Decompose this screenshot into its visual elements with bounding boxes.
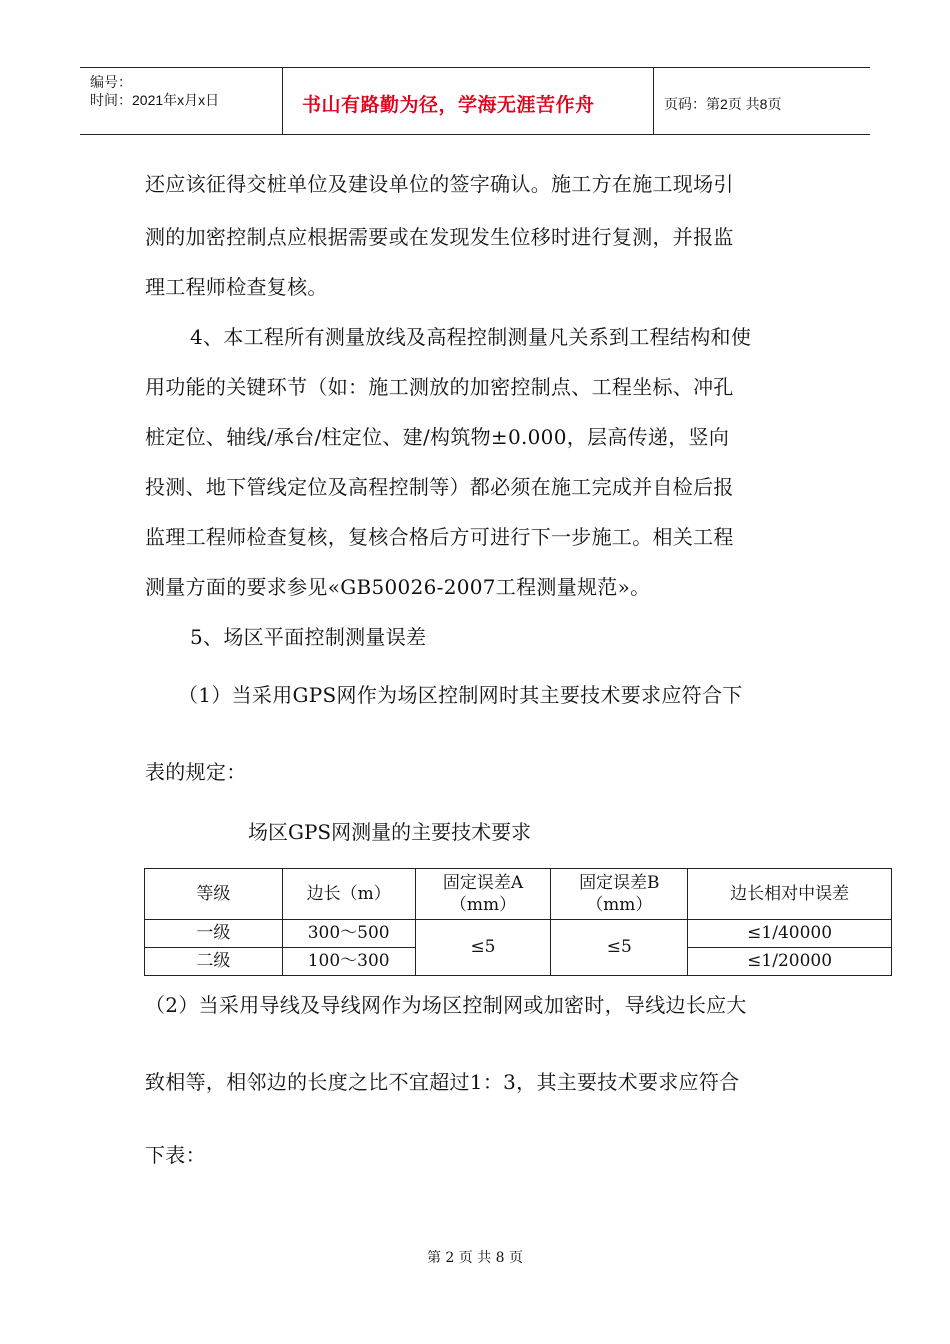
header-cell-grade: 等级 xyxy=(145,869,283,920)
body-line-7: 投测、地下管线定位及高程控制等）都必须在施工完成并自检后报 xyxy=(145,475,734,499)
header-time-label: 时间：2021年x月x日 xyxy=(90,92,220,108)
body-line-9: 测量方面的要求参见«GB50026-2007工程测量规范»。 xyxy=(145,575,651,599)
header-motto: 书山有路勤为径，学海无涯苦作舟 xyxy=(302,94,595,116)
header-cell-length: 边长（m） xyxy=(282,869,415,920)
body-line-4: 4、本工程所有测量放线及高程控制测量凡关系到工程结构和使 xyxy=(190,325,752,349)
body-line-8: 监理工程师检查复核，复核合格后方可进行下一步施工。相关工程 xyxy=(145,525,734,549)
page-header xyxy=(80,67,870,135)
body-line-6: 桩定位、轴线/承台/柱定位、建/构筑物±0.000，层高传递，竖向 xyxy=(145,425,730,449)
body-line-12: 表的规定： xyxy=(145,760,247,784)
body-line-1: 还应该征得交桩单位及建设单位的签字确认。施工方在施工现场引 xyxy=(145,172,734,196)
header-cell-error-b xyxy=(551,869,688,920)
cell-length: 100～300 xyxy=(282,948,415,976)
body-line-2: 测的加密控制点应根据需要或在发现发生位移时进行复测，并报监 xyxy=(145,225,734,249)
body-line-14: 致相等，相邻边的长度之比不宜超过1：3，其主要技术要求应符合 xyxy=(145,1070,740,1094)
header-cell-relative-error: 边长相对中误差 xyxy=(688,869,892,920)
header-error-a-line2: （mm） xyxy=(449,895,517,915)
page-footer: 第 2 页 共 8 页 xyxy=(426,1250,524,1266)
cell-error-b: ≤5 xyxy=(551,920,688,976)
header-divider-right xyxy=(653,68,654,134)
header-meta xyxy=(90,73,219,109)
cell-grade: 二级 xyxy=(145,948,283,976)
body-line-15: 下表： xyxy=(145,1143,206,1167)
cell-grade: 一级 xyxy=(145,920,283,948)
body-line-13: （2）当采用导线及导线网作为场区控制网或加密时，导线边长应大 xyxy=(145,993,747,1017)
table-header-row xyxy=(145,869,892,920)
table-caption: 场区GPS网测量的主要技术要求 xyxy=(248,820,532,844)
cell-relative-error: ≤1/20000 xyxy=(688,948,892,976)
gps-requirements-table xyxy=(144,868,892,976)
header-error-a-line1: 固定误差A xyxy=(442,873,524,893)
header-number-label: 编号： xyxy=(90,74,132,90)
header-error-b-line2: （mm） xyxy=(586,895,653,915)
body-line-5: 用功能的关键环节（如：施工测放的加密控制点、工程坐标、冲孔 xyxy=(145,375,734,399)
header-error-b-line1: 固定误差B xyxy=(579,873,660,893)
body-line-3: 理工程师检查复核。 xyxy=(145,275,328,299)
body-line-11: （1）当采用GPS网作为场区控制网时其主要技术要求应符合下 xyxy=(178,683,743,707)
cell-error-a: ≤5 xyxy=(415,920,551,976)
cell-length: 300～500 xyxy=(282,920,415,948)
header-cell-error-a xyxy=(415,869,551,920)
cell-relative-error: ≤1/40000 xyxy=(688,920,892,948)
section-heading-5: 5、场区平面控制测量误差 xyxy=(190,625,427,649)
header-page-info: 页码：第2页 共8页 xyxy=(664,96,782,112)
header-divider-left xyxy=(282,68,283,134)
table-row xyxy=(145,920,892,948)
